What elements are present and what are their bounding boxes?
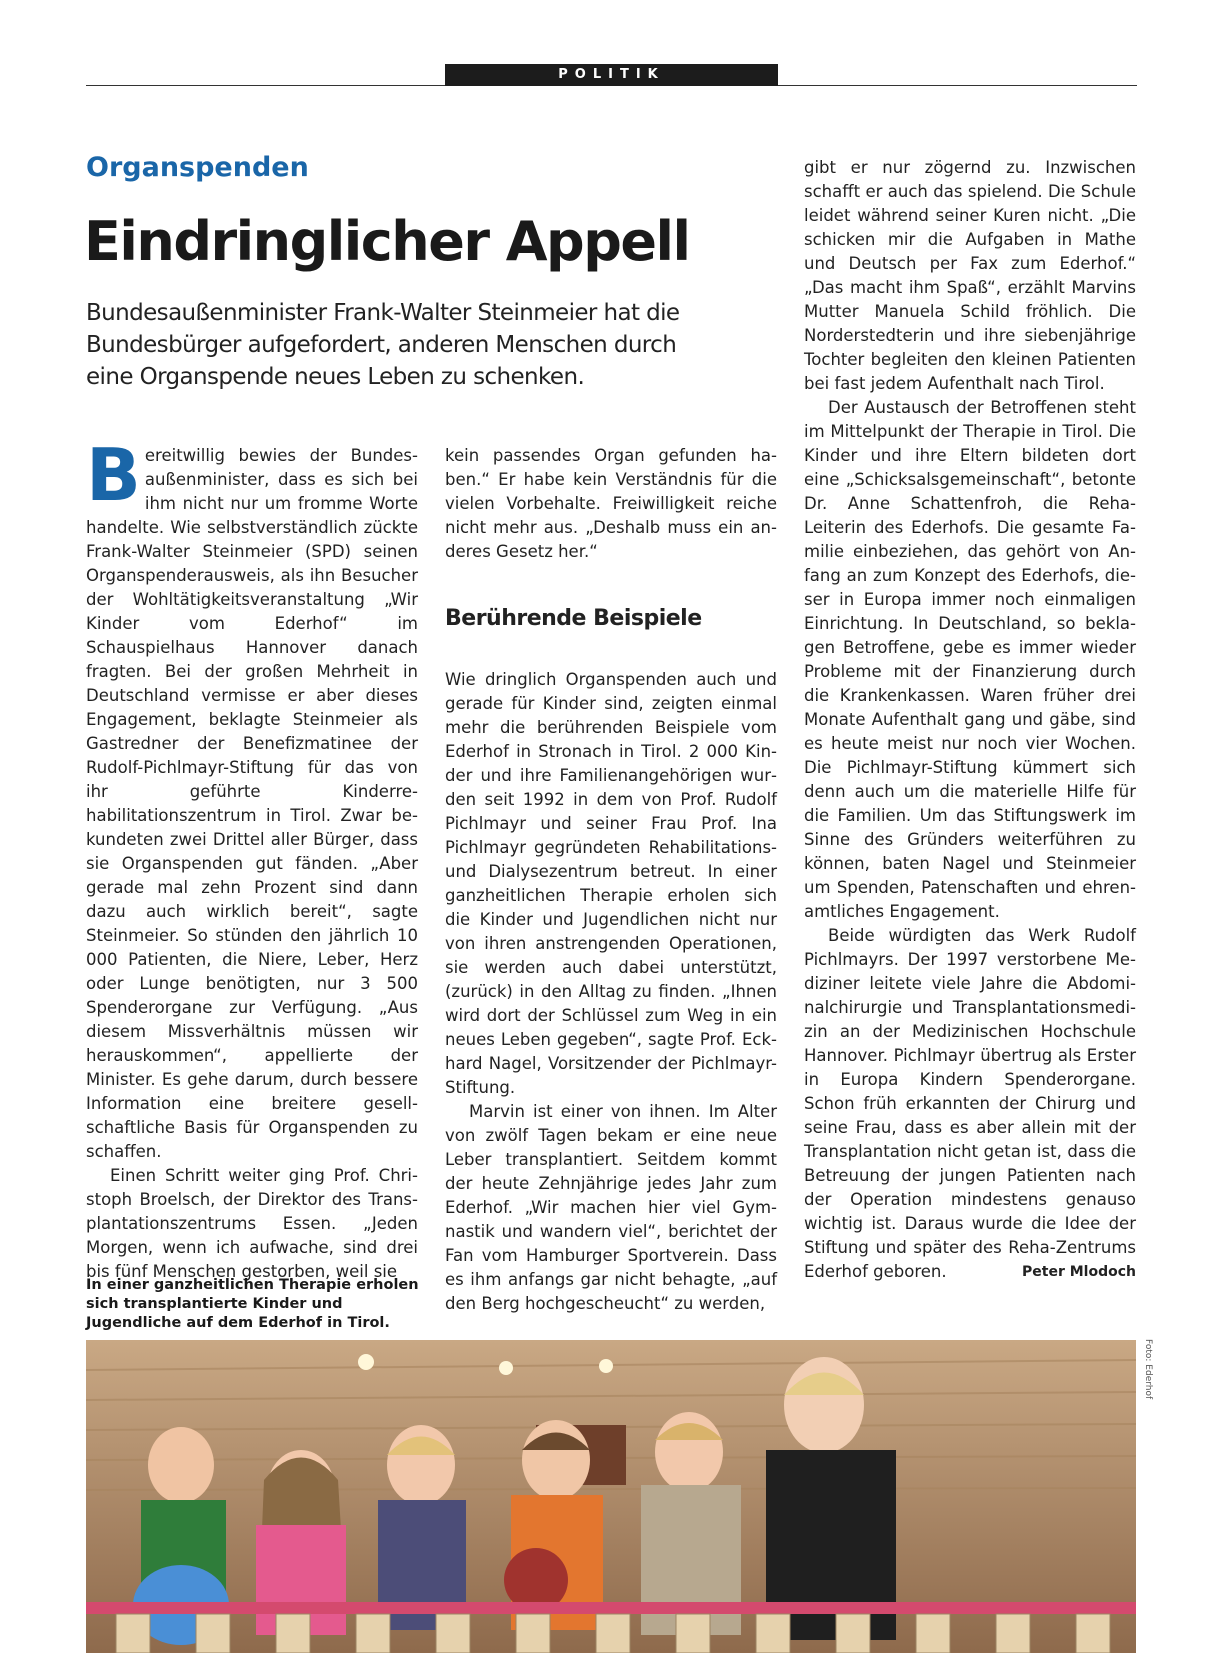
text-column-1 [86, 433, 418, 1284]
article-kicker: Organspenden [86, 152, 309, 183]
drop-cap: B [86, 433, 141, 517]
paragraph-text: Beide würdigten das Werk Rudolf Pichlmayrs. Der 1997 verstorbene Mediziner leitete viele Jahre die Abdominalchirurgie und Transplantationsmedizin an der Medizinischen Hochschule Hannover. Pichlmayr übertrug als Erster in Europa Kindern Spenderorgane. Schon früh erkannten der Chirurg und seine Frau, dass es aber allein mit der Transplantation nicht getan ist, dass die Betreuung der jungen Patienten nach der Operation mindestens genauso wichtig ist. Daraus wurde die Idee der Stiftung und später des Reha-Zentrums Ederhof geboren. [804, 926, 1136, 1281]
paragraph: gibt er nur zögernd zu. Inzwischen schafft er auch das spielend. Die Schule leidet während seiner Kuren nicht. „Die schicken mir die Aufgaben in Mathe und Deutsch per Fax zum Ederhof.“ „Das macht ihm Spaß“, erzählt Marvins Mutter Manuela Schild fröhlich. Die Norderstedterin und ihre siebenjährige Tochter begleiten den kleinen Patienten bei fast jedem Aufenthalt nach Tirol. [804, 158, 1136, 393]
article-photo [86, 1340, 1136, 1653]
author-byline: Peter Mlodoch [1022, 1264, 1136, 1280]
article-headline: Eindringlicher Appell [84, 210, 690, 273]
photo-caption: In einer ganzheitlichen Therapie erholen sich transplantierte Kinder und Jugendliche auf dem Ederhof in Tirol. [86, 1277, 419, 1331]
paragraph: Der Austausch der Betroffenen steht im Mittelpunkt der Therapie in Tirol. Die Kinder und ihre Eltern bildeten dort eine „Schicksalsgemeinschaft“, betonte Dr. Anne Schattenfroh, die Reha-Leiterin des Ederhofs. Die gesamte Familie einbeziehen, das gehört von Anfang an zum Konzept des Ederhofs, dieser in Europa immer noch einmaligen Einrichtung. In Deutschland, so beklagen Betroffene, gebe es immer wieder Probleme mit der Finanzierung durch die Krankenkassen. Waren früher drei Monate Aufenthalt gang und gäbe, sind es heute meist nur noch vier Wochen. Die Pichlmayr-Stiftung kümmert sich denn auch um die materielle Hilfe für die Familien. Um das Stiftungswerk im Sinne des Gründers weiterführen zu können, baten Nagel und Steinmeier um Spenden, Patenschaften und ehrenamtliches Engagement. [804, 398, 1136, 921]
photo-illustration [86, 1340, 1136, 1653]
text-column-3 [804, 156, 1136, 1284]
paragraph: Wie dringlich Organspenden auch und gerade für Kinder sind, zeigten einmal mehr die berührenden Beispiele vom Ederhof in Stronach in Tirol. 2 000 Kinder und ihre Familienangehörigen wurden seit 1992 in dem von Prof. Rudolf Pichlmayr und seiner Frau Prof. Ina Pichlmayr gegründeten Rehabilitations- und Dialysezentrum betreut. In einer ganzheitlichen Therapie erholen sich die Kinder und Jugendlichen nicht nur von ihren anstrengenden Operationen, sie werden auch dabei unterstützt, (zurück) in den Alltag zu finden. „Ihnen wird dort der Schlüssel zum Weg in ein neues Leben gegeben“, sagte Prof. Eckhard Nagel, Vorsitzender der Pichlmayr-Stiftung. [445, 670, 777, 1097]
section-subheading: Berührende Beispiele [445, 606, 702, 631]
text-column-2-continued [445, 668, 777, 1316]
article-lead: Bundesaußenminister Frank-Walter Steinmeier hat die Bundesbürger aufgefordert, anderen Menschen durch eine Organspende neues Leben zu schenken. [86, 300, 680, 390]
photo-credit [1140, 1340, 1154, 1404]
paragraph: Einen Schritt weiter ging Prof. Christoph Broelsch, der Direktor des Transplantationszentrums Essen. „Jeden Morgen, wenn ich aufwache, sind drei bis fünf Menschen gestorben, weil sie [86, 1166, 418, 1281]
photo-credit-text: Foto: Ederhof [1143, 1339, 1153, 1400]
text-column-2 [445, 444, 777, 564]
paragraph-text: ereitwillig bewies der Bundesaußenminister, dass es sich bei ihm nicht nur um fromme Worte handelte. Wie selbstverständlich zückte Frank-Walter Steinmeier (SPD) seinen Organspenderausweis, als ihn Besucher der Wohltätigkeitsveranstaltung „Wir Kinder vom Ederhof“ im Schauspielhaus Hannover danach fragten. Bei der großen Mehrheit in Deutschland vermisse er aber dieses Engagement, beklagte Steinmeier als Gastredner der Benefizmatinee der Rudolf-Pichlmayr-Stiftung für das von ihr geführte Kinderrehabilitationszentrum in Tirol. Zwar bekundeten zwei Drittel aller Bürger, dass sie Organspenden gut fänden. „Aber gerade mal zehn Prozent sind dann dazu auch wirklich bereit“, sagte Steinmeier. So stünden den jährlich 10 000 Patienten, die Niere, Leber, Herz oder Lunge benötigten, nur 3 500 Spenderorgane zur Verfügung. „Aus diesem Missverhältnis müssen wir herauskommen“, appellierte der Minister. Es gehe darum, durch bessere Information eine breitere gesellschaftliche Basis für Organspenden zu schaffen. [86, 446, 418, 1161]
paragraph: Marvin ist einer von ihnen. Im Alter von zwölf Tagen bekam er eine neue Leber transplantiert. Seitdem kommt der heute Zehnjährige jedes Jahr zum Ederhof. „Wir machen hier viel Gymnastik und wandern viel“, berichtet der Fan vom Hamburger Sportverein. Dass es ihm anfangs gar nicht behagte, „auf den Berg hochgescheucht“ zu werden, [445, 1102, 777, 1313]
paragraph [804, 924, 1136, 1284]
paragraph [86, 433, 418, 1164]
paragraph: kein passendes Organ gefunden haben.“ Er habe kein Verständnis für die vielen Vorbehalte. Freiwilligkeit reiche nicht mehr aus. „Deshalb muss ein anderes Gesetz her.“ [445, 446, 777, 561]
section-tag: POLITIK [445, 64, 778, 86]
